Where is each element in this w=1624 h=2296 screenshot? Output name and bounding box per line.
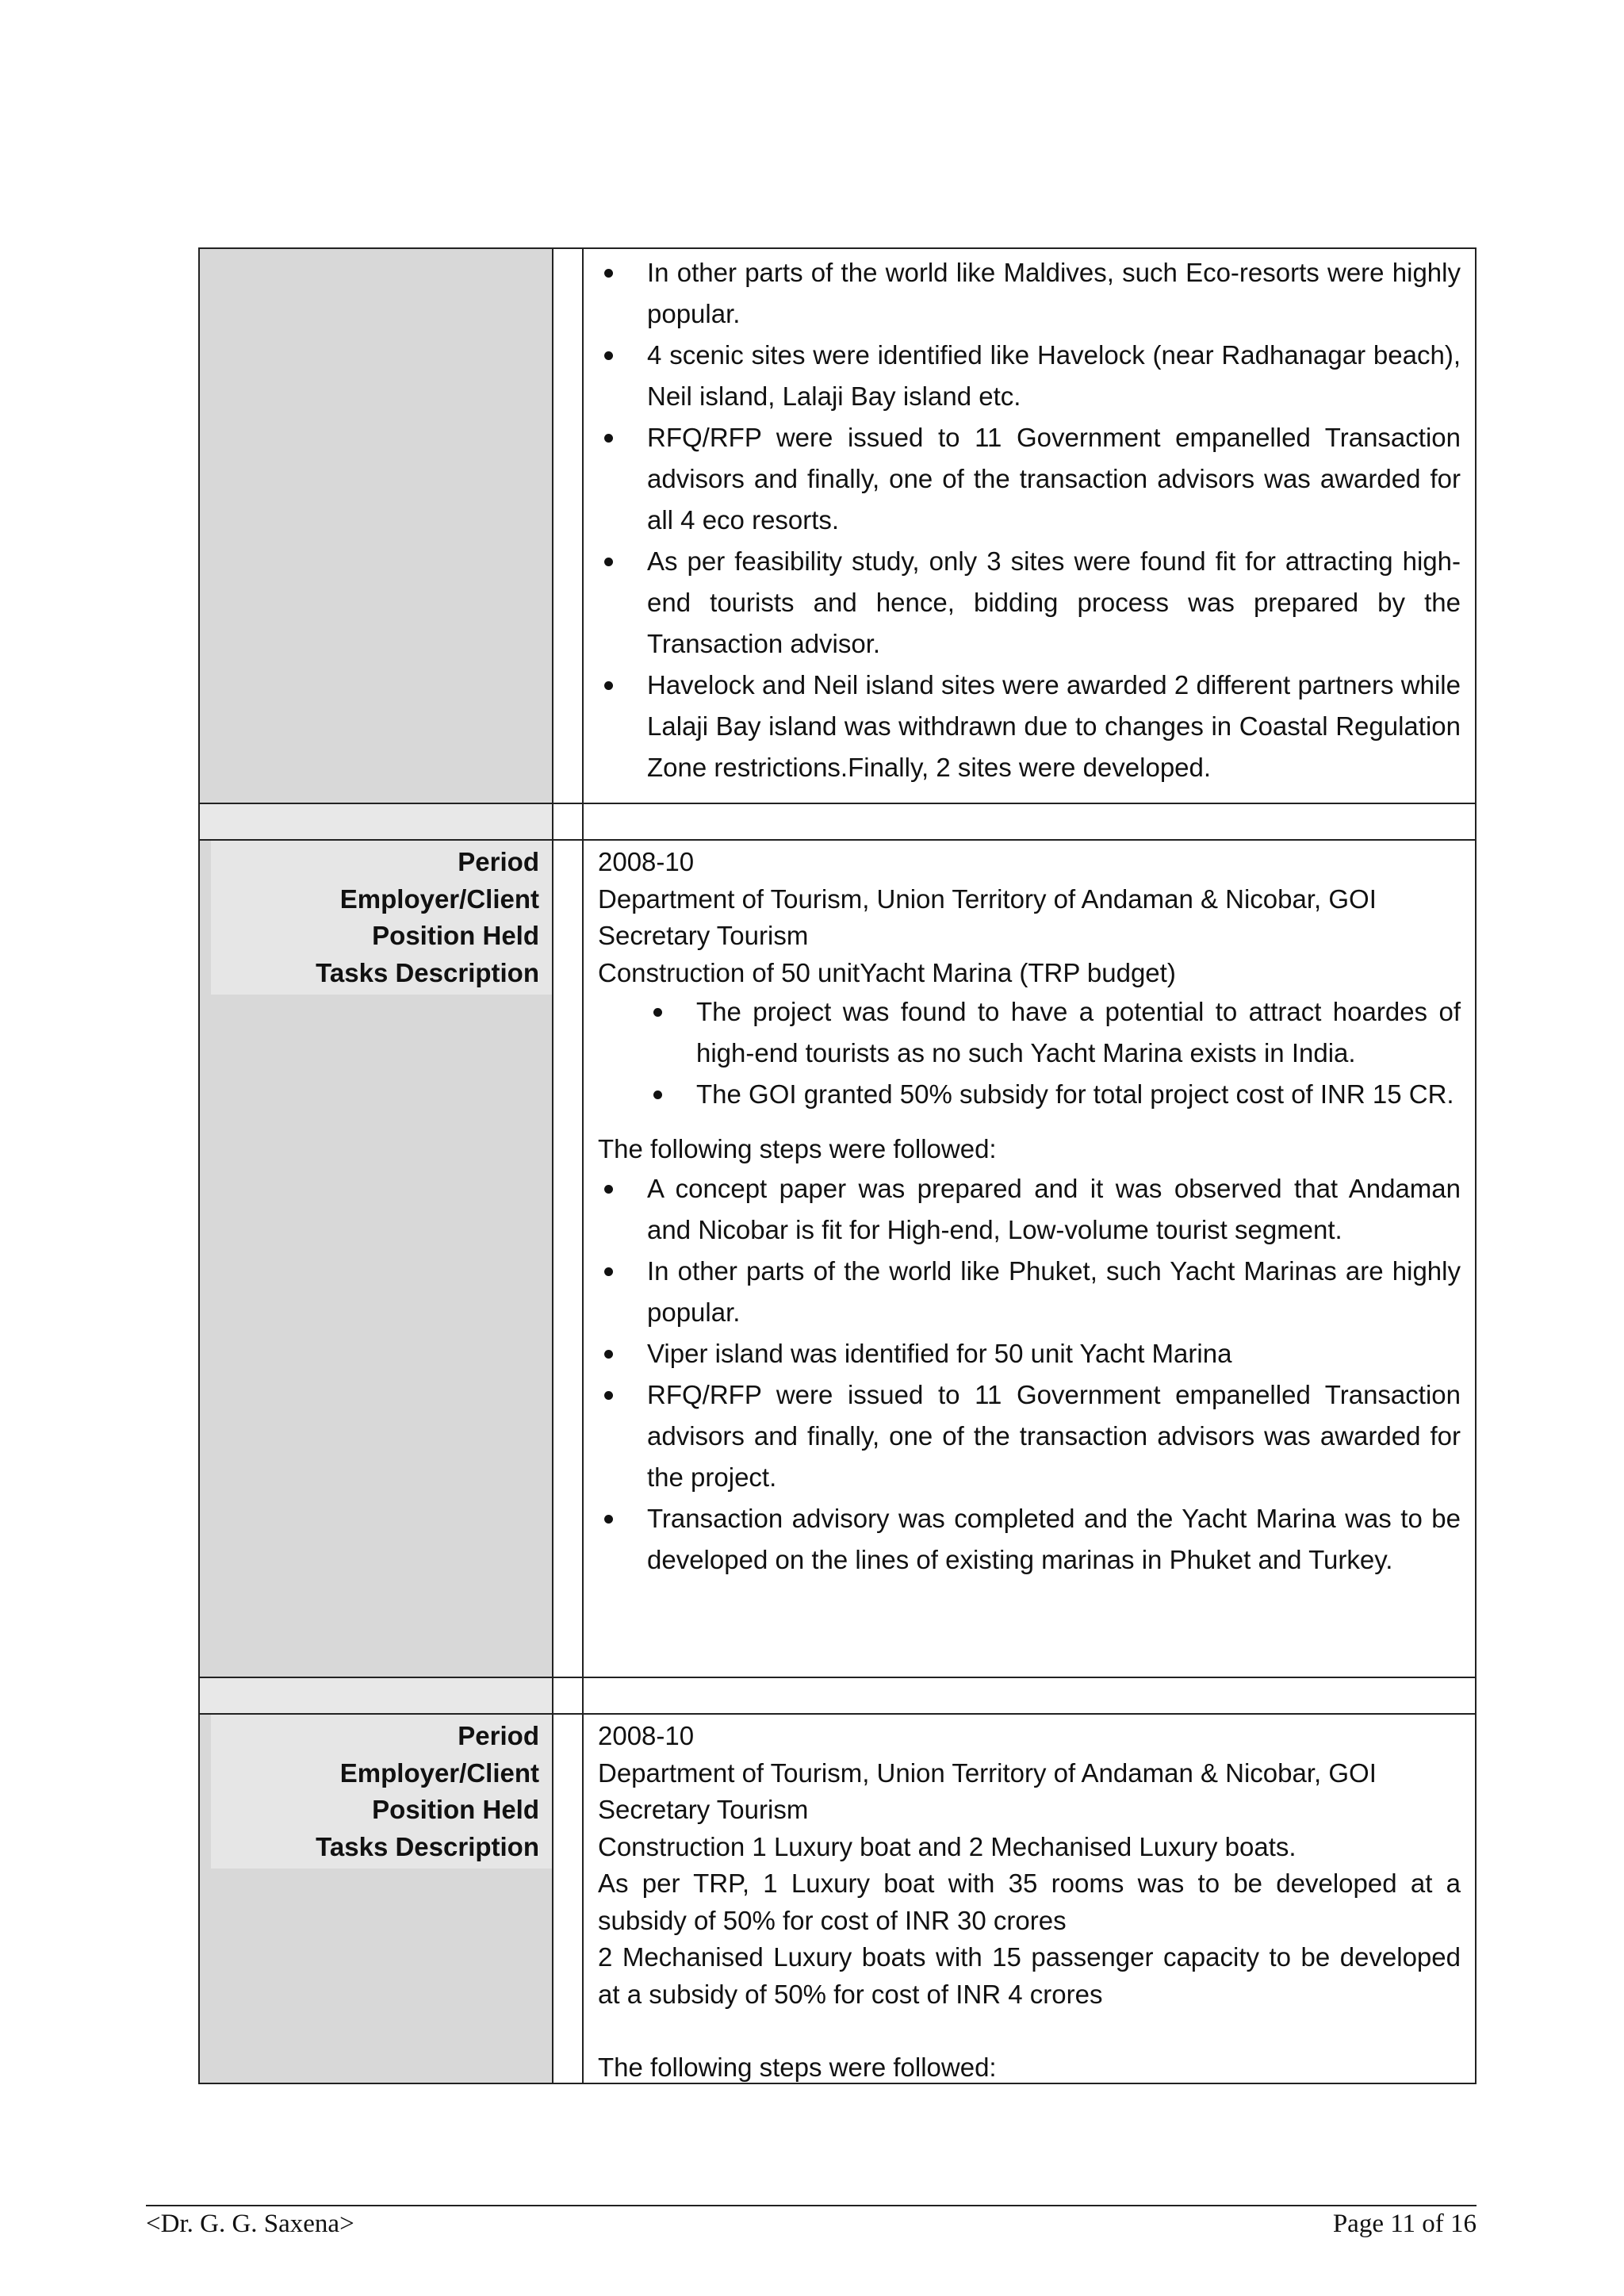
field-labels [211,1715,552,1869]
list-item: In other parts of the world like Maldives, such Eco-resorts were highly popular. [598,252,1461,335]
separator-column [553,1715,584,2083]
spacer-cell [584,1678,1475,1713]
block1-row [200,249,1475,804]
steps-heading: The following steps were followed: [598,1134,997,1163]
period-label: Period [458,1721,539,1750]
spacer-cell [200,1678,553,1713]
tasks-label: Tasks Description [316,1831,539,1861]
period-label: Period [458,847,539,876]
separator-column [553,841,584,1677]
task-title: Construction 1 Luxury boat and 2 Mechanised Luxury boats. [598,1831,1297,1861]
period-value: 2008-10 [598,1721,695,1750]
block1-bullets [598,252,1461,788]
label-column [200,249,553,803]
spacer-cell [553,1678,584,1713]
employer-value: Department of Tourism, Union Territory of Andaman & Nicobar, GOI [598,1757,1377,1788]
luxury-boat-paragraph: As per TRP, 1 Luxury boat with 35 rooms was to be developed at a subsidy of 50% for cost of INR 30 crores [598,1869,1461,1935]
project-bullets [598,991,1461,1115]
label-column [200,841,553,1677]
block3-row [200,1715,1475,2083]
spacer-cell [584,804,1475,839]
spacer-row [200,804,1475,841]
block2-content [584,841,1475,1677]
spacer-cell [200,804,553,839]
list-item: RFQ/RFP were issued to 11 Government empanelled Transaction advisors and finally, one of the transaction advisors was awarded for all 4 eco resorts. [598,417,1461,541]
task-title: Construction of 50 unitYacht Marina (TRP budget) [598,957,1176,987]
list-item: A concept paper was prepared and it was observed that Andaman and Nicobar is fit for High-end, Low-volume tourist segment. [598,1168,1461,1251]
spacer-cell [553,804,584,839]
footer-divider [146,2205,1477,2206]
block2-row [200,841,1475,1678]
list-item: In other parts of the world like Phuket, such Yacht Marinas are highly popular. [598,1251,1461,1333]
position-value: Secretary Tourism [598,1795,809,1824]
list-item: The GOI granted 50% subsidy for total project cost of INR 15 CR. [598,1074,1461,1115]
list-item: Havelock and Neil island sites were awarded 2 different partners while Lalaji Bay island was withdrawn due to changes in Coastal Regulation Zone restrictions.Finally, 2 sites were developed. [598,665,1461,788]
spacer-row [200,1678,1475,1715]
steps-heading: The following steps were followed: [598,2053,997,2082]
period-value: 2008-10 [598,847,695,876]
separator-column [553,249,584,803]
block3-content [584,1715,1475,2083]
list-item: As per feasibility study, only 3 sites were found fit for attracting high-end tourists and hence, bidding process was prepared by the Transaction advisor. [598,541,1461,665]
footer-author: <Dr. G. G. Saxena> [146,2210,354,2238]
block1-content [584,249,1475,803]
mechanised-boats-paragraph: 2 Mechanised Luxury boats with 15 passenger capacity to be developed at a subsidy of 50% for cost of INR 4 crores [598,1942,1461,2009]
list-item: Transaction advisory was completed and the Yacht Marina was to be developed on the lines of existing marinas in Phuket and Turkey. [598,1498,1461,1581]
list-item: Viper island was identified for 50 unit Yacht Marina [598,1333,1461,1374]
list-item: The project was found to have a potential to attract hoardes of high-end tourists as no such Yacht Marina exists in India. [598,991,1461,1074]
employer-label: Employer/Client [339,884,539,914]
cv-table [198,247,1477,2084]
steps-bullets [598,1168,1461,1581]
position-value: Secretary Tourism [598,921,809,950]
field-labels [211,841,552,995]
list-item: RFQ/RFP were issued to 11 Government empanelled Transaction advisors and finally, one of the transaction advisors was awarded for the project. [598,1374,1461,1498]
footer-page-number: Page 11 of 16 [1332,2210,1477,2238]
position-label: Position Held [372,921,539,950]
employer-label: Employer/Client [339,1757,539,1788]
tasks-label: Tasks Description [316,957,539,987]
list-item: 4 scenic sites were identified like Havelock (near Radhanagar beach), Neil island, Lalaji Bay island etc. [598,335,1461,417]
employer-value: Department of Tourism, Union Territory of Andaman & Nicobar, GOI [598,884,1377,914]
position-label: Position Held [372,1795,539,1824]
label-column [200,1715,553,2083]
